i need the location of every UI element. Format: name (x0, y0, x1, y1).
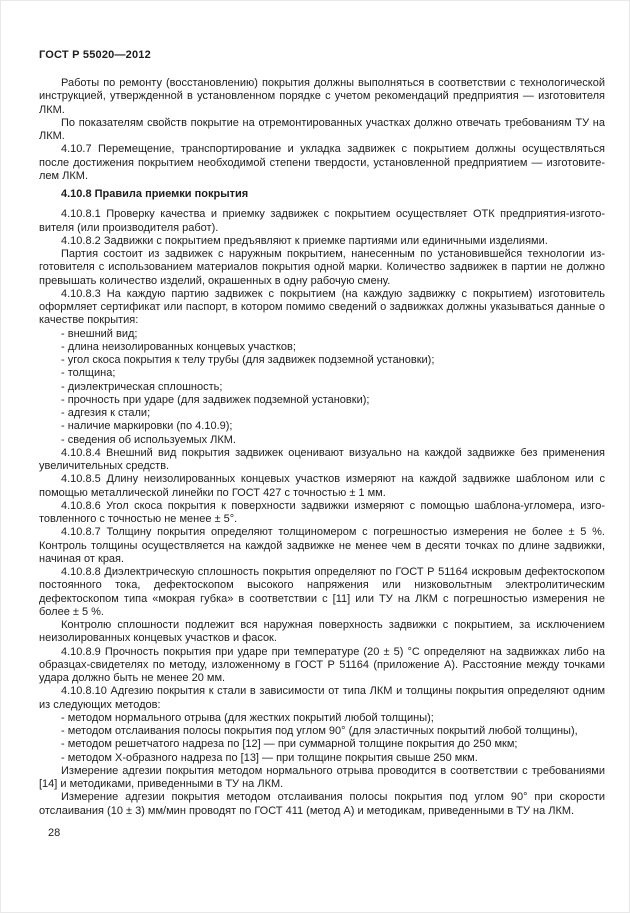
paragraph: 4.10.8.8 Диэлектрическую сплошность покрытия определяют по ГОСТ Р 51164 искровым дефектоскопом постоянного тока, дефектоскопом высокого напряжения или низковольтным электролитическим дефектоскопом типа «мокрая губка» в соответствии с [11] или ТУ на ЛКМ с погрешностью измерения не более ± 5 %. (39, 566, 605, 618)
paragraph: 4.10.8.7 Толщину покрытия определяют толщиномером с погрешностью измерения не более ± 5 %. Контроль толщины осуществляется на каждой задвижке не менее чем в десяти точках по длине задвижки, начиная от края. (39, 526, 605, 565)
paragraph: 4.10.8.1 Проверку качества и приемку задвижек с покрытием осуществляет ОТК предприятия-изготовителя (или производителя работ). (39, 208, 605, 234)
paragraph: 4.10.8.4 Внешний вид покрытия задвижек оценивают визуально на каждой задвижке без применения увеличительных средств. (39, 446, 605, 472)
list-item: - методом решетчатого надреза по [12] — при суммарной толщине покрытия до 250 мкм; (61, 738, 518, 751)
document-header: ГОСТ Р 55020—2012 (39, 49, 151, 61)
paragraph: 4.10.8.6 Угол скоса покрытия к поверхности задвижки измеряют с помощью шаблона-угломера, изготовленного с точностью не менее ± 5°. (39, 499, 605, 525)
list-item: - толщина; (61, 367, 116, 380)
list-item: - диэлектрическая сплошность; (61, 380, 223, 393)
list-item: - наличие маркировки (по 4.10.9); (61, 420, 233, 433)
paragraph: 4.10.8.5 Длину неизолированных концевых участков измеряют на каждой задвижке шаблоном или с помощью металлической линейки по ГОСТ 427 с точностью ± 1 мм. (39, 473, 605, 499)
list-item: - адгезия к стали; (61, 407, 151, 419)
paragraph: Измерение адгезии покрытия методом отслаивания полосы покрытия под углом 90° при скорости отслаивания (10 ± 3) мм/мин проводят по ГОСТ 411 (метод А) и методикам, приведенными в ТУ на ЛКМ. (39, 791, 605, 817)
list-item: - сведения об используемых ЛКМ. (61, 433, 236, 446)
paragraph: 4.10.7 Перемещение, транспортирование и укладка задвижек с покрытием должны осуществляться после достижения покрытием необходимой степени твердости, установленной предприятием — изготовителем ЛКМ. (39, 143, 605, 182)
list-item: - прочность при ударе (для задвижек подземной установки); (61, 393, 370, 406)
section-heading: 4.10.8 Правила приемки покрытия (61, 188, 249, 200)
paragraph: Контролю сплошности подлежит вся наружная поверхность задвижки с покрытием, за исключением неизолированных концевых участков и фасок. (39, 619, 605, 645)
paragraph: 4.10.8.10 Адгезию покрытия к стали в зависимости от типа ЛКМ и толщины покрытия определяют одним из следующих методов: (39, 685, 605, 711)
list-item: - методом нормального отрыва (для жестких покрытий любой толщины); (61, 711, 434, 724)
page-number: 28 (48, 827, 61, 839)
paragraph: 4.10.8.9 Прочность покрытия при ударе при температуре (20 ± 5) °С определяют на задвижках либо на образцах-свидетелях по методу, изложенному в ГОСТ Р 51164 (приложение А). Расстояние между точками удара должно быть не менее 20 мм. (39, 645, 605, 684)
paragraph: 4.10.8.3 На каждую партию задвижек с покрытием (на каждую задвижку с покрытием) изготовитель оформляет сертификат или паспорт, в котором помимо сведений о задвижках должны указываться данные о качестве покрытия: (39, 287, 605, 327)
list-item: - длина неизолированных концевых участков; (61, 340, 296, 353)
paragraph: Партия состоит из задвижек с наружным покрытием, нанесенным по установившейся технологии изготовителя с использованием материалов покрытия одной марки. Количество задвижек в партии не должно превышать количество изделий, окрашенных в одну рабочую смену. (39, 248, 605, 287)
paragraph: По показателям свойств покрытие на отремонтированных участках должно отвечать требованиям ТУ на ЛКМ. (39, 116, 605, 142)
list-item: - угол скоса покрытия к телу трубы (для задвижек подземной установки); (61, 354, 435, 366)
list-item: - методом отслаивания полосы покрытия под углом 90° (для эластичных покрытий любой толщины), (61, 725, 578, 737)
paragraph: 4.10.8.2 Задвижки с покрытием предъявляют к приемке партиями или единичными изделиями. (61, 234, 548, 247)
list-item: - методом Х-образного надреза по [13] — при толщине покрытия свыше 250 мкм. (61, 751, 478, 764)
paragraph: Измерение адгезии покрытия методом нормального отрыва проводится в соответствии с требованиями [14] и методиками, приведенными в ТУ на ЛКМ. (39, 764, 605, 790)
document-body (39, 77, 605, 818)
paragraph: Работы по ремонту (восстановлению) покрытия должны выполняться в соответствии с технологической инструкцией, утвержденной в установленном порядке с учетом рекомендаций предприятия — изготовителя ЛКМ. (39, 77, 605, 116)
list-item: - внешний вид; (61, 327, 138, 340)
